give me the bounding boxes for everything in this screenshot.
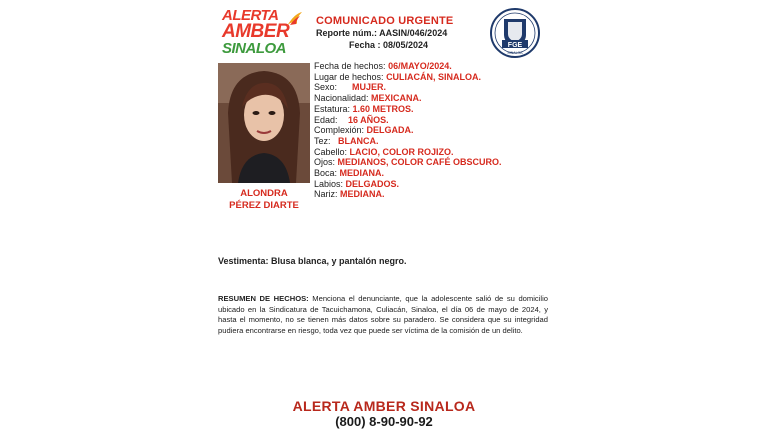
- seal-label: FGE: [507, 42, 523, 49]
- detail-row: Labios: DELGADOS.: [314, 178, 400, 189]
- detail-row: Boca: MEDIANA.: [314, 168, 385, 179]
- detail-row: Nacionalidad: MEXICANA.: [314, 93, 422, 104]
- missing-person-photo: [218, 63, 310, 183]
- summary-text: Menciona el denunciante, que la adolescente salió de su domicilio ubicado en la Sindicatura de Tacuichamona, Culiacán, Sinaloa, el día 06 de mayo de 2024, y hasta el momento, no se tienen más datos sobre su paradero. Se considera que su integridad pudiera encontrarse en riesgo, toda vez que puede ser víctima de la comisión de un delito.: [218, 294, 548, 335]
- seal-sublabel: SINALOA: [507, 51, 523, 55]
- logo-alerta-text: ALERTA: [222, 7, 279, 24]
- footer-title: ALERTA AMBER SINALOA: [292, 398, 476, 414]
- logo-sinaloa-text: SINALOA: [222, 40, 286, 57]
- detail-row: Tez:BLANCA.: [314, 135, 379, 146]
- flame-icon: [284, 10, 304, 30]
- person-last-name: PÉREZ DIARTE: [229, 200, 299, 211]
- fge-seal-icon: [489, 7, 541, 59]
- incident-summary: [218, 294, 548, 336]
- footer-phone: (800) 8-90-90-92: [335, 414, 433, 429]
- bulletin-title: COMUNICADO URGENTE: [316, 15, 454, 27]
- report-date: Fecha : 08/05/2024: [349, 40, 429, 50]
- detail-row: Sexo:MUJER.: [314, 82, 387, 93]
- detail-row: Cabello: LACIO, COLOR ROJIZO.: [314, 146, 454, 157]
- detail-row: Estatura: 1.60 METROS.: [314, 103, 414, 114]
- detail-row: Fecha de hechos: 06/MAYO/2024.: [314, 61, 452, 71]
- detail-row: Lugar de hechos: CULIACÁN, SINALOA.: [314, 71, 482, 82]
- summary-label: RESUMEN DE HECHOS:: [218, 294, 309, 303]
- clothing-description: Vestimenta: Blusa blanca, y pantalón negro.: [218, 256, 407, 266]
- person-details-list: [314, 61, 502, 200]
- detail-row: Edad:16 AÑOS.: [314, 114, 389, 125]
- logo-amber-text: AMBER: [222, 21, 290, 42]
- detail-row: Complexión: DELGADA.: [314, 125, 414, 136]
- person-first-name: ALONDRA: [240, 188, 288, 199]
- report-number: Reporte núm.: AASIN/046/2024: [316, 28, 448, 38]
- detail-row: Ojos: MEDIANOS, COLOR CAFÉ OBSCURO.: [314, 157, 502, 168]
- detail-row: Nariz: MEDIANA.: [314, 189, 385, 200]
